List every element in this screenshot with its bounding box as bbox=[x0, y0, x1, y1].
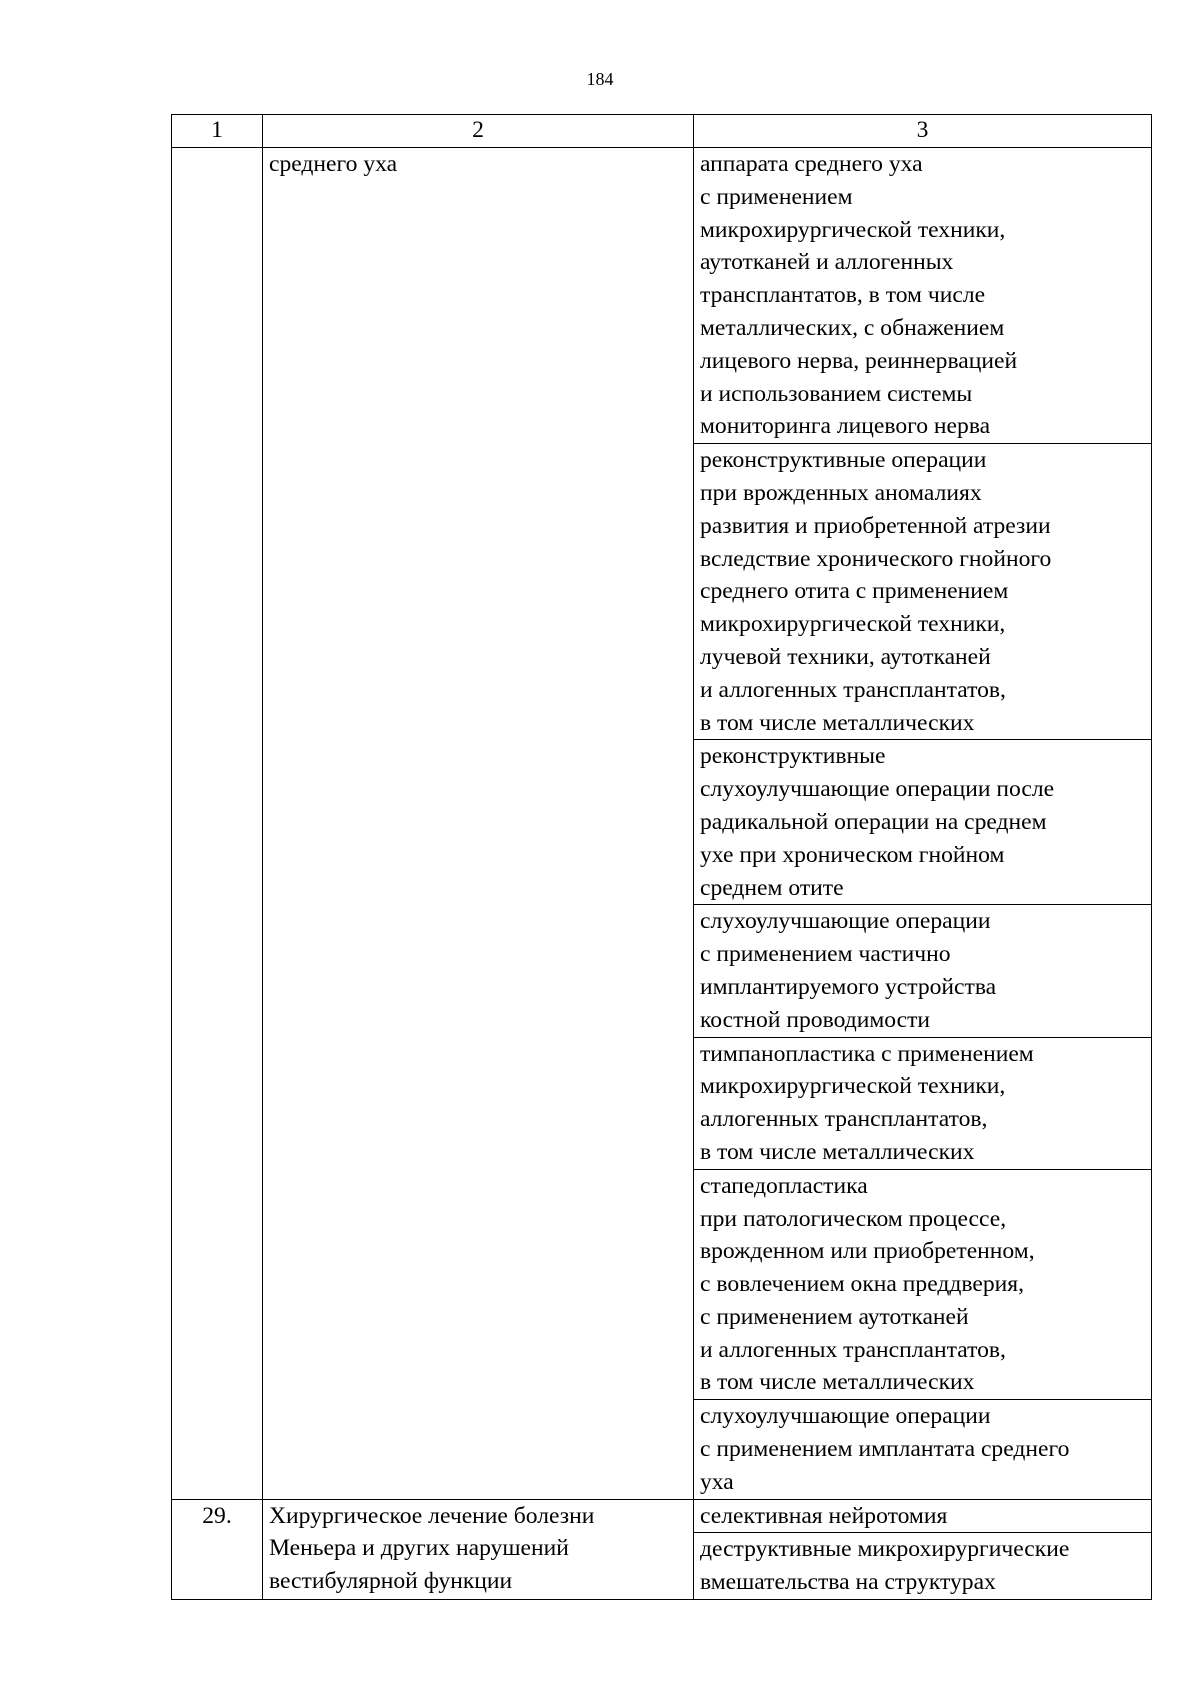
text-line: аппарата среднего уха bbox=[700, 151, 923, 177]
text-line: слухоулучшающие операции bbox=[700, 908, 991, 935]
text-line: аллогенных трансплантатов, bbox=[700, 1106, 988, 1133]
row-number-cell: 29. bbox=[172, 1499, 263, 1599]
method-cell bbox=[694, 444, 1152, 740]
text-line: аутотканей и аллогенных bbox=[700, 249, 954, 276]
text-line: вестибулярной функции bbox=[269, 1568, 513, 1595]
text-line: радикальной операции на среднем bbox=[700, 808, 1047, 835]
text-line: уха bbox=[700, 1468, 734, 1495]
text-line: слухоулучшающие операции bbox=[700, 1403, 991, 1430]
text-line: вследствие хронического гнойного bbox=[700, 545, 1052, 572]
header-cell: 2 bbox=[263, 115, 694, 148]
text-line: микрохирургической техники, bbox=[700, 1073, 1006, 1100]
method-cell bbox=[694, 1499, 1152, 1533]
text-line: тимпанопластика с применением bbox=[700, 1040, 1034, 1067]
header-cell: 1 bbox=[172, 115, 263, 148]
method-cell bbox=[694, 740, 1152, 905]
method-cell bbox=[694, 1533, 1152, 1600]
procedures-table bbox=[171, 114, 1152, 1600]
text-line: с вовлечением окна преддверия, bbox=[700, 1271, 1025, 1298]
text-line: и аллогенных трансплантатов, bbox=[700, 1336, 1006, 1363]
text-line: мониторинга лицевого нерва bbox=[700, 413, 991, 440]
method-cell bbox=[694, 148, 1152, 444]
text-line: среднем отите bbox=[700, 874, 844, 901]
table-header-row bbox=[172, 115, 1152, 148]
text-line: стапедопластика bbox=[700, 1172, 868, 1199]
text-line: трансплантатов, в том числе bbox=[700, 282, 986, 309]
text-line: с применением аутотканей bbox=[700, 1303, 969, 1330]
text-line: в том числе металлических bbox=[700, 709, 975, 736]
text-line: реконструктивные bbox=[700, 743, 886, 770]
text-line: Хирургическое лечение болезни bbox=[269, 1502, 595, 1529]
text-line: среднего уха bbox=[269, 151, 398, 177]
condition-cell bbox=[263, 1499, 694, 1599]
method-cell bbox=[694, 1169, 1152, 1400]
text-line: при патологическом процессе, bbox=[700, 1205, 1007, 1232]
text-line: с применением имплантата среднего bbox=[700, 1436, 1070, 1463]
text-line: в том числе металлических bbox=[700, 1138, 975, 1165]
text-line: и аллогенных трансплантатов, bbox=[700, 676, 1006, 703]
text-line: и использованием системы bbox=[700, 380, 973, 407]
text-line: развития и приобретенной атрезии bbox=[700, 512, 1051, 539]
row-number-cell bbox=[172, 148, 263, 1500]
text-line: при врожденных аномалиях bbox=[700, 479, 982, 506]
header-cell: 3 bbox=[694, 115, 1152, 148]
text-line: металлических, с обнажением bbox=[700, 314, 1005, 341]
method-cell bbox=[694, 1400, 1152, 1499]
text-line: реконструктивные операции bbox=[700, 447, 987, 474]
text-line: селективная нейротомия bbox=[700, 1502, 948, 1529]
text-line: лучевой техники, аутотканей bbox=[700, 643, 991, 670]
text-line: в том числе металлических bbox=[700, 1369, 975, 1396]
text-line: имплантируемого устройства bbox=[700, 973, 997, 1000]
method-cell bbox=[694, 1037, 1152, 1169]
text-line: микрохирургической техники, bbox=[700, 216, 1006, 243]
text-line: с применением частично bbox=[700, 941, 951, 968]
text-line: среднего отита с применением bbox=[700, 578, 1009, 605]
text-line: деструктивные микрохирургические bbox=[700, 1536, 1070, 1563]
condition-cell bbox=[263, 148, 694, 1500]
text-line: ухе при хроническом гнойном bbox=[700, 841, 1005, 868]
text-line: Меньера и других нарушений bbox=[269, 1535, 569, 1562]
table-row bbox=[172, 1499, 1152, 1533]
text-line: вмешательства на структурах bbox=[700, 1569, 996, 1596]
method-cell bbox=[694, 905, 1152, 1037]
table-row bbox=[172, 148, 1152, 444]
text-line: микрохирургической техники, bbox=[700, 611, 1006, 638]
text-line: врожденном или приобретенном, bbox=[700, 1238, 1035, 1265]
text-line: с применением bbox=[700, 183, 853, 210]
text-line: костной проводимости bbox=[700, 1006, 931, 1033]
text-line: слухоулучшающие операции после bbox=[700, 776, 1055, 803]
text-line: лицевого нерва, реиннервацией bbox=[700, 347, 1018, 374]
page-number: 184 bbox=[586, 69, 614, 89]
